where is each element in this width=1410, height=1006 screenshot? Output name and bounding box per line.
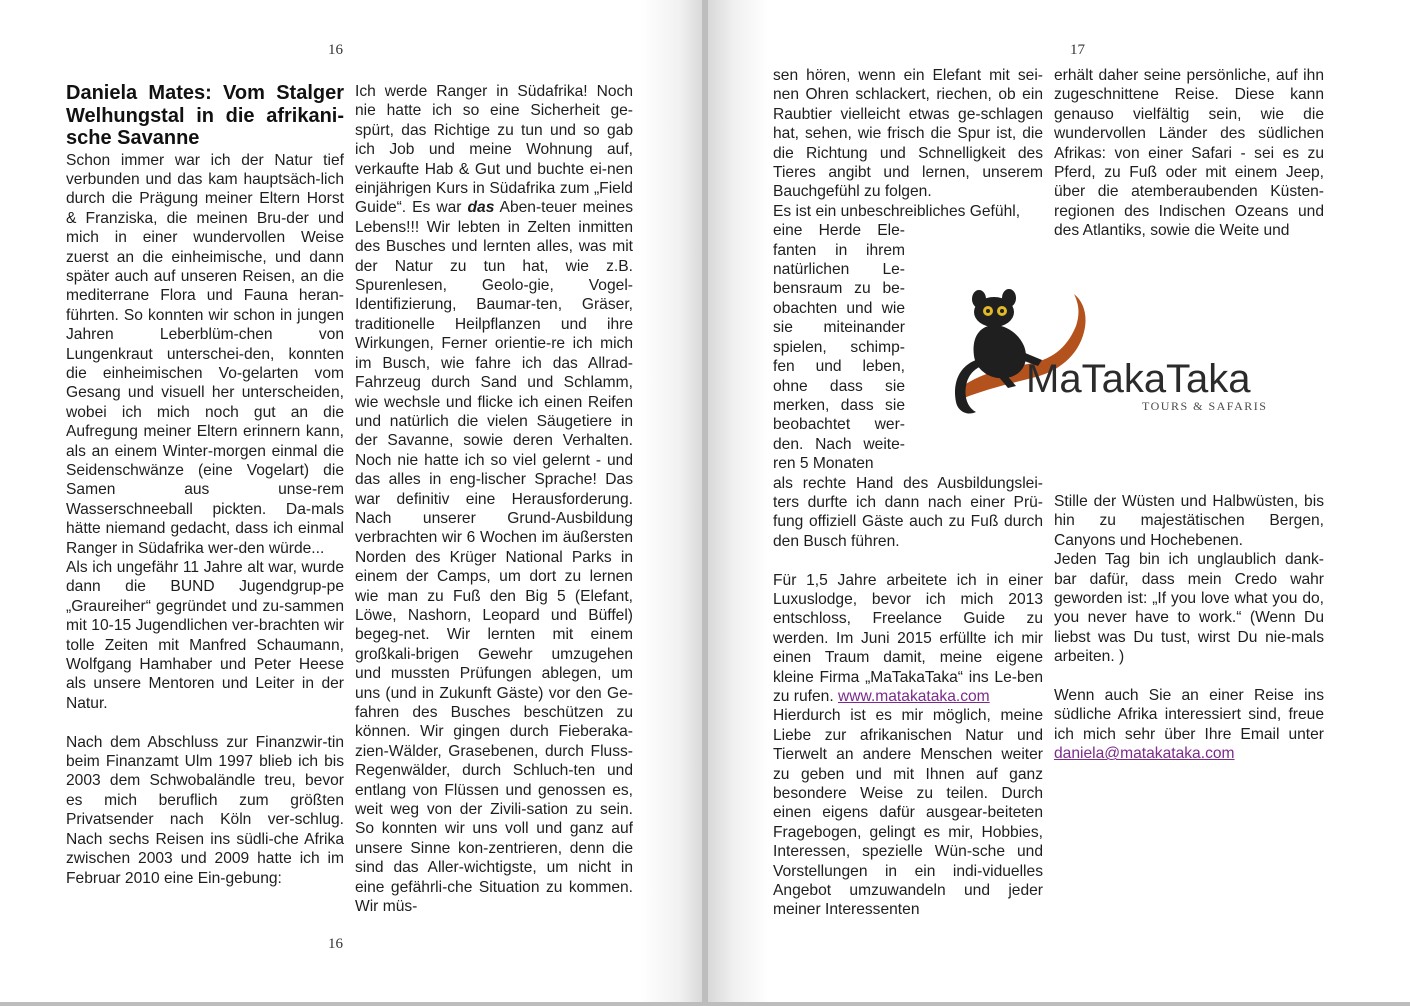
right-column-2 xyxy=(1054,66,1324,241)
middle-column xyxy=(355,82,633,916)
page-number-top: 16 xyxy=(328,42,343,58)
ranger-text-end: Aben-teuer meines Lebens!!! Wir lebten in Zelten inmitten des Busches und lernten alles, was mit der Natur zu tun hat, wie z.B. Spurenlesen, Geolo-gie, Vogel-Identifizierung, Baumar-ten, Gräser, traditionelle Heilpflanzen und ihre Wirkungen, Ferner orientie-re ich mich im Busch, wie fahre ich das Allrad-Fahrzeug durch Sand und Schlamm, wie wechsle und flicke ich einen Reifen und natürlich die vielen Säugetiere in der Savanne, sowie deren Verhalten. Noch nie hatte ich so viel gelernt - und das alles in eng-lischer Sprache! Das war definitiv eine Herausforderung. Nach unserer Grund-Ausbildung verbrachten wir 6 Wochen im äußersten Norden des Krüger National Parks in einem der Camps, um dort zu lernen wie man zu Fuß den Big 5 (Elefant, Löwe, Nashorn, Leopard und Büffel) begeg-net. Wir lernten mit einem großkali-brigen Gewehr umzugehen und mussten Prüfungen ablegen, um uns (und in Zukunft Gäste) vor den Ge-fahren des Busches beschützen zu können. Wir gingen durch Fieberaka-zien-Wälder, Grasebenen, durch Fluss-Regenwälder, durch Schluch-ten und entlang von Flüssen und genossen es, weit weg von der Zivili-sation zu sein. So konnten wir uns voll und ganz auf unsere Sinne kon-zentrieren, denn die sind das Aller-wichtigste, um nicht in eine gefährli-che Situation zu kommen. Wir müs- xyxy=(355,199,633,916)
right-column-2-lower xyxy=(1054,492,1324,764)
paragraph-elephants-rest: als rechte Hand des Ausbildungslei-ters durfte ich dann nach einer Prü-fung offiziell Gäste auch zu Fuß durch den Busch führen. xyxy=(773,474,1043,550)
paragraph-company xyxy=(773,571,1043,707)
ranger-text-start: Ich werde Ranger in Südafrika! Noch nie hatte ich so eine Sicherheit ge-spürt, das Richtige zu tun und so gab ich Job und meine Wohnung auf, verkaufte Hab & Gut und buchte ei-nen einjährigen Kurs in Südafrika zum „Field Guide“. Es war xyxy=(355,83,633,217)
contact-text: Wenn auch Sie an einer Reise ins südliche Afrika interessiert sind, freue ich mich sehr über Ihre Email unter xyxy=(1054,687,1324,743)
left-column xyxy=(66,82,344,888)
paragraph-youth-group: Als ich ungefähr 11 Jahre alt war, wurde dann die BUND Jugendgrup-pe „Graureiher“ gegründet und zu-sammen mit 10-15 Jugendlichen ver-brachten wir tolle Zeiten mit Manfred Schaumann, Wolfgang Hamhaber und Peter Heese als unsere Mentoren und Leiter in der Natur. xyxy=(66,559,344,712)
paragraph-senses: sen hören, wenn ein Elefant mit sei-nen Ohren schlackert, riechen, ob ein Raubtier vielleicht etwas ge-schlagen hat, sehen, wie frisch die Spur ist, die die Richtung und Schnelligkeit des Tieres angibt und lernen, unserem Bauchgefühl zu folgen. xyxy=(773,67,1043,201)
website-link[interactable]: www.matakataka.com xyxy=(838,687,990,705)
paragraph-elephants-wrap: eine Herde Ele-fanten in ihrem natürlichen Le-bensraum zu be-obachten und wie sie miteinander spielen, schimp-fen und leben, ohne dass sie merken, dass sie beobachtet wer-den. Nach weite-ren 5 Monaten xyxy=(773,222,905,473)
left-page xyxy=(0,0,702,1002)
bushbaby-on-branch-icon xyxy=(946,286,1286,420)
paragraph-ranger xyxy=(355,82,633,916)
company-text: Für 1,5 Jahre arbeitete ich in einer Luxuslodge, bevor ich mich 2013 entschloss, Freelance Guide zu werden. Im Juni 2015 erfüllte ich mir einen Traum damit, meine eigene kleine Firma „MaTakaTaka“ ins Le-ben zu rufen. xyxy=(773,571,1043,705)
paragraph-contact xyxy=(1054,686,1324,764)
paragraph-questionnaire: Hierdurch ist es mir möglich, meine Liebe zur afrikanischen Natur und Tierwelt an andere Menschen weiter zu geben und mit Ihnen auf ganz besondere Weise zu teilen. Durch einen eigens dafür ausgear-beiteten Fragebogen, gelingt es mir, Hobbies, Interessen, spezielle Wün-sche und Vorstellungen in ein indi-viduelles Angebot umzuwandeln und jeder meiner Interessenten xyxy=(773,707,1043,919)
right-column-1 xyxy=(773,66,1043,920)
email-link[interactable]: daniela@matakataka.com xyxy=(1054,745,1235,763)
paragraph-credo: Jeden Tag bin ich unglaublich dank-bar dafür, dass mein Credo wahr geworden ist: „If you love what you do, you never have to work.“ (Wenn Du liebst was Du tust, wirst Du nie-mals arbeiten. ) xyxy=(1054,551,1324,666)
article-title: Daniela Mates: Vom Stalger Welhungstal in die afrikani-sche Savanne xyxy=(66,82,344,149)
right-page xyxy=(708,0,1410,1002)
logo-tagline: TOURS & SAFARIS xyxy=(1142,399,1268,413)
page-number-bottom: 16 xyxy=(328,936,343,952)
matakataka-logo xyxy=(946,286,1286,420)
paragraph-deserts: Stille der Wüsten und Halbwüsten, bis hin zu majestätischen Bergen, Canyons und Hochebenen. xyxy=(1054,493,1324,549)
paragraph-childhood: Schon immer war ich der Natur tief verbunden und das kam hauptsäch-lich durch die Prägung meiner Eltern Horst & Franziska, die meinen Bru-der und mich in einer wundervollen Weise zuerst an die einheimische, und dann später auch auf unseren Reisen, an die mediterrane Flora und Fauna heran-führten. So konnten wir schon in jungen Jahren Leberblüm-chen von Lungenkraut unterschei-den, konnten die einheimischen Vo-gelarten vom Gesang und visuell her unterscheiden, wobei ich mich noch gut an die Aufregung meiner Eltern erinnern kann, als an einem Winter-morgen einmal die Seidenschwänze (eine Vogelart) die Samen aus unse-rem Wasserschneeball pickten. Da-mals hätte niemand gedacht, dass ich einmal Ranger in Südafrika wer-den würde... xyxy=(66,151,344,557)
paragraph-tailored-trip: erhält daher seine persönliche, auf ihn zugeschnittene Reise. Diese kann genauso vielfältig sein, wie die wundervollen Länder des südlichen Afrikas: von einer Safari - sei es zu Pferd, zu Fuß oder mit einem Jeep, über die atemberaubenden Küsten-regionen des Indischen Ozeans und des Atlantiks, sowie die Weite und xyxy=(1054,67,1324,240)
emphasis-das: das xyxy=(467,199,495,217)
page-number-top-right: 17 xyxy=(1070,42,1085,58)
paragraph-elephants-first: Es ist ein unbeschreibliches Gefühl, xyxy=(773,202,1021,220)
logo-wordmark: MaTakaTaka xyxy=(1026,357,1251,401)
paragraph-career: Nach dem Abschluss zur Finanzwir-tin beim Finanzamt Ulm 1997 blieb ich bis 2003 dem Schwobaländle treu, bevor es mich beruflich zum größten Privatsender nach Köln ver-schlug. Nach sechs Reisen ins südli-che Afrika zwischen 2003 und 2009 hatte ich im Februar 2010 eine Ein-gebung: xyxy=(66,733,344,887)
